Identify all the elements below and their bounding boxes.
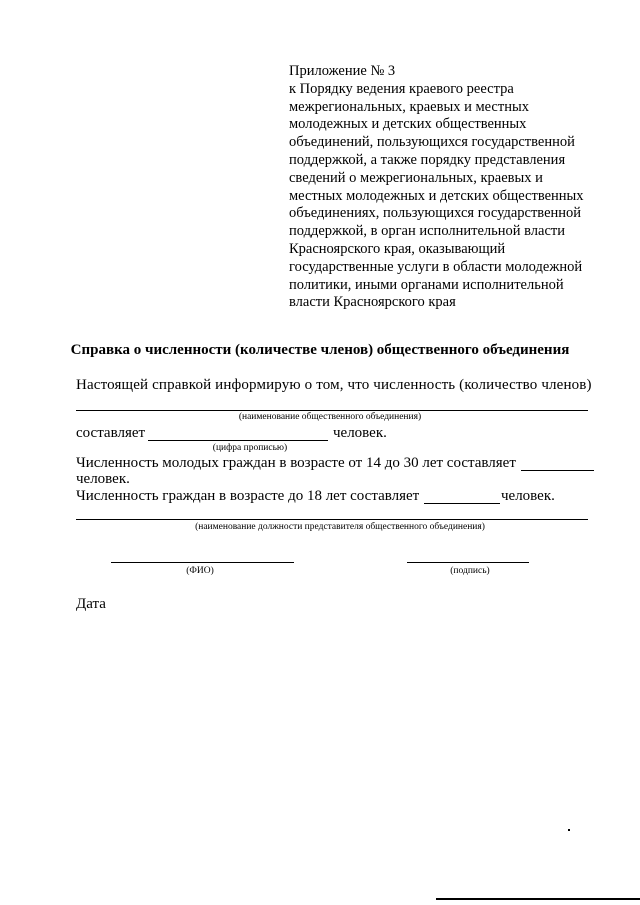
- org-name-caption: (наименование общественного объединения): [238, 412, 422, 422]
- amount-prefix: составляет: [76, 425, 146, 441]
- scan-speck: [568, 829, 570, 831]
- appendix-line: политики, иными органами исполнительной: [289, 276, 564, 293]
- intro-text: Настоящей справкой информирую о том, что численность (количество членов): [76, 377, 592, 393]
- amount-words-field[interactable]: [148, 440, 328, 441]
- youth-count-field[interactable]: [521, 470, 594, 471]
- fio-field[interactable]: [111, 562, 294, 563]
- under18-prefix: Численность граждан в возрасте до 18 лет составляет: [76, 488, 420, 504]
- appendix-line: сведений о межрегиональных, краевых и: [289, 169, 543, 186]
- appendix-line: Приложение № 3: [289, 63, 396, 79]
- appendix-line: объединений, пользующихся государственной: [289, 134, 575, 151]
- under18-count-field[interactable]: [424, 503, 500, 504]
- document-title: Справка о численности (количестве членов) общественного объединения: [70, 342, 570, 358]
- amount-caption: (цифра прописью): [212, 443, 288, 453]
- appendix-line: межрегиональных, краевых и местных: [289, 98, 529, 115]
- position-field[interactable]: [76, 519, 588, 520]
- appendix-header: [289, 63, 614, 312]
- signature-caption: (подпись): [450, 566, 490, 576]
- appendix-line: поддержкой, а также порядку представления: [289, 151, 566, 168]
- appendix-line: Красноярского края, оказывающий: [289, 240, 506, 257]
- appendix-line: поддержкой, в орган исполнительной власти: [289, 223, 566, 240]
- appendix-line: молодежных и детских общественных: [289, 116, 527, 133]
- under18-suffix: человек.: [501, 488, 555, 504]
- appendix-line: власти Красноярского края: [289, 294, 456, 311]
- appendix-line: к Порядку ведения краевого реестра: [289, 80, 514, 97]
- fio-caption: (ФИО): [186, 566, 214, 576]
- org-name-field[interactable]: [76, 410, 588, 411]
- appendix-line: государственные услуги в области молодежной: [289, 258, 583, 275]
- amount-suffix: человек.: [333, 425, 387, 441]
- scan-edge-line: [436, 898, 640, 900]
- appendix-line: объединениях, пользующихся государственной: [289, 205, 582, 222]
- date-label: Дата: [76, 596, 106, 612]
- youth-count-text: Численность молодых граждан в возрасте от 14 до 30 лет составляет: [76, 455, 516, 471]
- appendix-line: местных молодежных и детских общественных: [289, 187, 584, 204]
- signature-field[interactable]: [407, 562, 529, 563]
- position-caption: (наименование должности представителя общественного объединения): [195, 522, 485, 532]
- youth-count-cont: человек.: [76, 471, 130, 487]
